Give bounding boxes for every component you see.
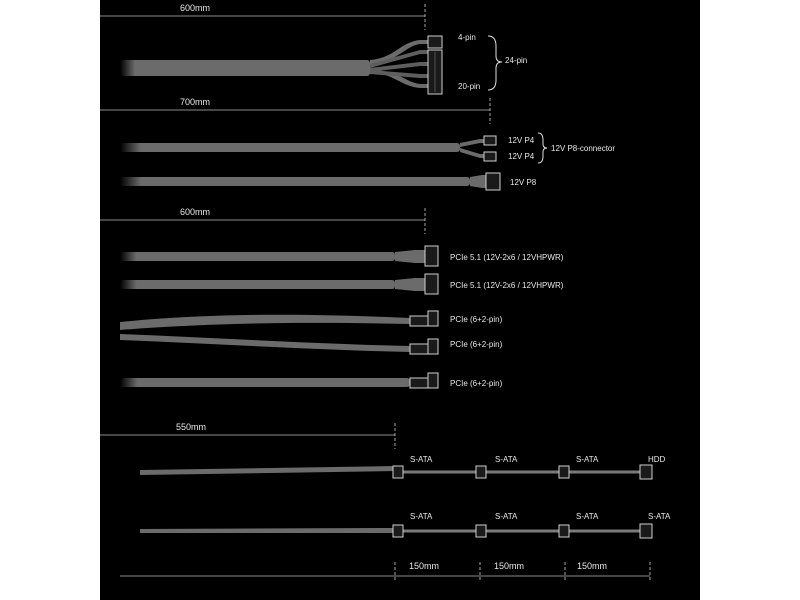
cpu-length-label: 700mm bbox=[180, 97, 211, 107]
sata-cable-2 bbox=[140, 512, 671, 538]
label-20pin: 20-pin bbox=[458, 82, 481, 91]
label-sata-2b: S-ATA bbox=[495, 512, 518, 521]
label-p4b: 12V P4 bbox=[508, 152, 535, 161]
sata-cable-1 bbox=[140, 455, 666, 479]
seg3-length-label: 150mm bbox=[577, 561, 608, 571]
seg1-length-label: 150mm bbox=[409, 561, 440, 571]
label-sata-2a: S-ATA bbox=[410, 512, 433, 521]
atx-length-label: 600mm bbox=[180, 3, 211, 13]
seg2-length-label: 150mm bbox=[494, 561, 525, 571]
cpu-dimension bbox=[100, 97, 490, 124]
pcie-single-cable bbox=[120, 373, 503, 388]
sata-segment-dimensions bbox=[120, 561, 650, 582]
pcie51-cable-2 bbox=[120, 274, 564, 294]
label-pcie-3: PCIe (6+2-pin) bbox=[450, 315, 503, 324]
label-p8-connector: 12V P8-connector bbox=[551, 144, 616, 153]
label-sata-1b: S-ATA bbox=[495, 455, 518, 464]
label-hdd: HDD bbox=[648, 455, 666, 464]
brace-24pin bbox=[488, 36, 502, 90]
label-4pin: 4-pin bbox=[458, 33, 476, 42]
sata-length-label: 550mm bbox=[176, 422, 207, 432]
pcie-dimension bbox=[100, 207, 425, 234]
label-p4a: 12V P4 bbox=[508, 136, 535, 145]
label-p8: 12V P8 bbox=[510, 178, 537, 187]
cpu-p4-cable bbox=[120, 133, 615, 163]
label-sata-1a: S-ATA bbox=[410, 455, 433, 464]
atx-dimension bbox=[100, 3, 425, 30]
label-pcie51-1: PCIe 5.1 (12V-2x6 / 12VHPWR) bbox=[450, 253, 564, 262]
label-sata-2d: S-ATA bbox=[648, 512, 671, 521]
cpu-p8-cable bbox=[120, 173, 537, 190]
brace-p8 bbox=[538, 133, 547, 163]
pcie51-cable-1 bbox=[120, 246, 564, 266]
pcie-dual-cable bbox=[120, 311, 503, 354]
label-pcie-4: PCIe (6+2-pin) bbox=[450, 340, 503, 349]
label-sata-2c: S-ATA bbox=[576, 512, 599, 521]
atx-24pin-cable bbox=[120, 33, 527, 94]
label-pcie-5: PCIe (6+2-pin) bbox=[450, 379, 503, 388]
pcie-length-label: 600mm bbox=[180, 207, 211, 217]
sata-dimension bbox=[100, 422, 395, 449]
label-sata-1c: S-ATA bbox=[576, 455, 599, 464]
label-pcie51-2: PCIe 5.1 (12V-2x6 / 12VHPWR) bbox=[450, 281, 564, 290]
atx-4pin-connector bbox=[428, 36, 442, 48]
label-24pin: 24-pin bbox=[505, 56, 528, 65]
